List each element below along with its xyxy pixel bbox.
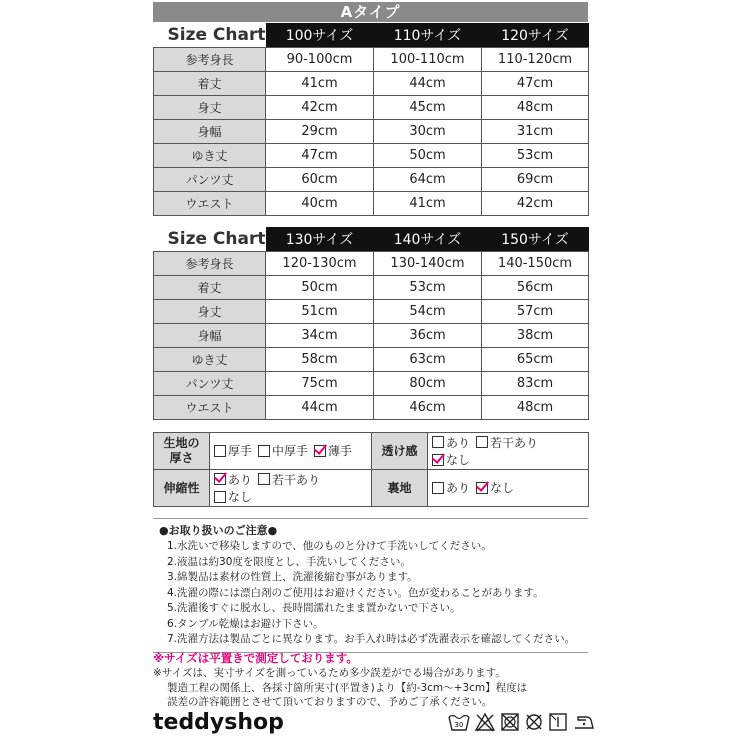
stretch-option (258, 471, 320, 488)
option-label: あり (446, 481, 471, 496)
size-header: 130サイズ (266, 227, 374, 252)
measurement-cell: 50cm (266, 276, 374, 300)
lining-options (428, 470, 589, 507)
measurement-cell: 69cm (482, 168, 589, 192)
option-label: 薄手 (328, 444, 353, 459)
row-label: 着丈 (154, 72, 266, 96)
stretch-option (214, 471, 252, 488)
option-label: あり (446, 435, 471, 450)
option-label: 厚手 (228, 444, 253, 459)
lining-label: 裏地 (372, 470, 428, 507)
option-label: 若干あり (490, 435, 539, 450)
measurement-cell: 120-130cm (266, 252, 374, 276)
note-line: 製造工程の関係上、各採寸箇所実寸(平置き)より【約-3cm〜+3cm】程度は (167, 681, 528, 694)
measurement-cell: 44cm (374, 72, 482, 96)
line-dry-shade-icon (548, 712, 568, 732)
teddyshop-logo: teddyshop (153, 710, 284, 735)
stretch-label: 伸縮性 (154, 470, 210, 507)
size-header-row (154, 23, 589, 48)
row-label: ゆき丈 (154, 348, 266, 372)
sheer-option (476, 434, 538, 451)
table-row (154, 252, 589, 276)
no-tumble-dry-icon (500, 712, 520, 732)
size-chart-table-2 (153, 227, 589, 420)
table-row (154, 144, 589, 168)
size-header-row (154, 227, 589, 252)
measurement-cell: 64cm (374, 168, 482, 192)
thickness-label: 生地の 厚さ (154, 433, 210, 470)
thickness-option (258, 442, 308, 459)
measurement-cell: 47cm (266, 144, 374, 168)
table-row (154, 396, 589, 420)
measurement-cell: 75cm (266, 372, 374, 396)
row-label: パンツ丈 (154, 168, 266, 192)
size-header: 120サイズ (482, 23, 589, 48)
checked-box-icon (314, 445, 326, 457)
row-label: 身幅 (154, 324, 266, 348)
wash-temp-label: 30 (454, 721, 464, 729)
measurement-cell: 65cm (482, 348, 589, 372)
care-title: ●お取り扱いのご注意● (159, 524, 278, 537)
table-row (154, 48, 589, 72)
measurement-cell: 40cm (266, 192, 374, 216)
hand-wash-30-icon (448, 712, 470, 732)
row-label: 身丈 (154, 96, 266, 120)
measurement-cell: 46cm (374, 396, 482, 420)
measurement-cell: 34cm (266, 324, 374, 348)
measurement-cell: 36cm (374, 324, 482, 348)
row-label: パンツ丈 (154, 372, 266, 396)
row-label: 参考身長 (154, 252, 266, 276)
option-label: なし (228, 490, 253, 504)
measurement-cell: 140-150cm (482, 252, 589, 276)
unchecked-box-icon (258, 445, 270, 457)
measurement-cell: 53cm (482, 144, 589, 168)
measurement-cell: 29cm (266, 120, 374, 144)
size-notes (153, 650, 593, 710)
thickness-option (214, 442, 252, 459)
table-row (154, 300, 589, 324)
measurement-cell: 83cm (482, 372, 589, 396)
unchecked-box-icon (432, 436, 444, 448)
measurement-cell: 48cm (482, 96, 589, 120)
row-label: ゆき丈 (154, 144, 266, 168)
table-row (154, 192, 589, 216)
measurement-cell: 130-140cm (374, 252, 482, 276)
unchecked-box-icon (214, 491, 226, 503)
measurement-cell: 90-100cm (266, 48, 374, 72)
fabric-properties-table (153, 432, 589, 507)
no-bleach-icon (474, 712, 496, 732)
unchecked-box-icon (476, 436, 488, 448)
size-header: 150サイズ (482, 227, 589, 252)
checked-box-icon (432, 454, 444, 466)
size-header: 110サイズ (374, 23, 482, 48)
measurement-cell: 50cm (374, 144, 482, 168)
note-line: ※サイズは、実寸サイズを測っているため多少誤差がでる場合があります。 (153, 667, 506, 679)
row-label: ウエスト (154, 192, 266, 216)
care-item: 5.洗濯後すぐに脱水し、長時間濡れたまま置かないで下さい。 (167, 602, 461, 614)
measurement-cell: 48cm (482, 396, 589, 420)
size-chart-table-1 (153, 23, 589, 216)
measurement-cell: 54cm (374, 300, 482, 324)
checked-box-icon (214, 473, 226, 485)
care-instructions (153, 518, 588, 653)
measurement-cell: 42cm (482, 192, 589, 216)
fabric-row (154, 433, 589, 470)
size-header: 140サイズ (374, 227, 482, 252)
measurement-cell: 44cm (266, 396, 374, 420)
care-item: 1.水洗いで移染しますので、他のものと分けて手洗いしてください。 (167, 540, 492, 552)
measurement-cell: 58cm (266, 348, 374, 372)
measurement-cell: 56cm (482, 276, 589, 300)
table-row (154, 348, 589, 372)
size-chart-title: Size Chart (167, 25, 266, 45)
note-line: 誤差の許容範囲とさせて頂いておりますので、予めご了承ください。 (167, 696, 493, 708)
measurement-cell: 100-110cm (374, 48, 482, 72)
table-row (154, 96, 589, 120)
care-symbols (448, 712, 596, 732)
type-banner: Aタイプ (153, 2, 588, 22)
option-label: あり (228, 472, 253, 487)
care-list (153, 539, 588, 648)
option-label: なし (490, 481, 515, 496)
size-header: 100サイズ (266, 23, 374, 48)
measurement-cell: 38cm (482, 324, 589, 348)
table-row (154, 276, 589, 300)
table-row (154, 72, 589, 96)
measurement-cell: 60cm (266, 168, 374, 192)
no-dry-clean-icon (524, 712, 544, 732)
unchecked-box-icon (432, 482, 444, 494)
care-item: 7.洗濯方法は製品ごとに異なります。お手入れ時は必ず洗濯表示を確認してください。 (167, 633, 576, 645)
measurement-cell: 41cm (266, 72, 374, 96)
lining-option (432, 479, 470, 496)
measurement-cell: 80cm (374, 372, 482, 396)
measurement-cell: 110-120cm (482, 48, 589, 72)
sheer-option (432, 434, 470, 451)
low-iron-icon (572, 712, 596, 732)
option-label: なし (446, 453, 471, 467)
measurement-cell: 51cm (266, 300, 374, 324)
table-row (154, 372, 589, 396)
measurement-cell: 47cm (482, 72, 589, 96)
row-label: 参考身長 (154, 48, 266, 72)
measurement-cell: 30cm (374, 120, 482, 144)
option-label: 若干あり (272, 472, 321, 487)
sheer-options (428, 433, 589, 470)
lining-option (476, 479, 514, 496)
row-label: ウエスト (154, 396, 266, 420)
measurement-cell: 53cm (374, 276, 482, 300)
checked-box-icon (476, 482, 488, 494)
flat-measure-warning: ※サイズは平置きで測定しております。 (153, 651, 358, 665)
unchecked-box-icon (258, 473, 270, 485)
unchecked-box-icon (214, 445, 226, 457)
measurement-cell: 41cm (374, 192, 482, 216)
care-item: 4.洗濯の際には漂白剤のご使用はお避けください。色が変わることがあります。 (167, 586, 544, 599)
sheer-option (432, 451, 470, 468)
measurement-cell: 63cm (374, 348, 482, 372)
size-chart-title: Size Chart (167, 229, 266, 249)
sheer-label: 透け感 (372, 433, 428, 470)
measurement-cell: 42cm (266, 96, 374, 120)
row-label: 身幅 (154, 120, 266, 144)
care-item: 3.綿製品は素材の性質上、洗濯後縮む事があります。 (167, 571, 418, 583)
care-item: 6.タンブル乾燥はお避け下さい。 (167, 617, 324, 630)
row-label: 着丈 (154, 276, 266, 300)
stretch-options (210, 470, 372, 507)
table-row (154, 324, 589, 348)
measurement-cell: 31cm (482, 120, 589, 144)
measurement-cell: 45cm (374, 96, 482, 120)
table-row (154, 120, 589, 144)
care-item: 2.液温は約30度を限度とし、手洗いしてください。 (167, 555, 411, 568)
thickness-option (314, 442, 352, 459)
measurement-cell: 57cm (482, 300, 589, 324)
row-label: 身丈 (154, 300, 266, 324)
option-label: 中厚手 (272, 444, 309, 459)
table-row (154, 168, 589, 192)
fabric-row (154, 470, 589, 507)
stretch-option (214, 488, 252, 505)
thickness-options (210, 433, 372, 470)
